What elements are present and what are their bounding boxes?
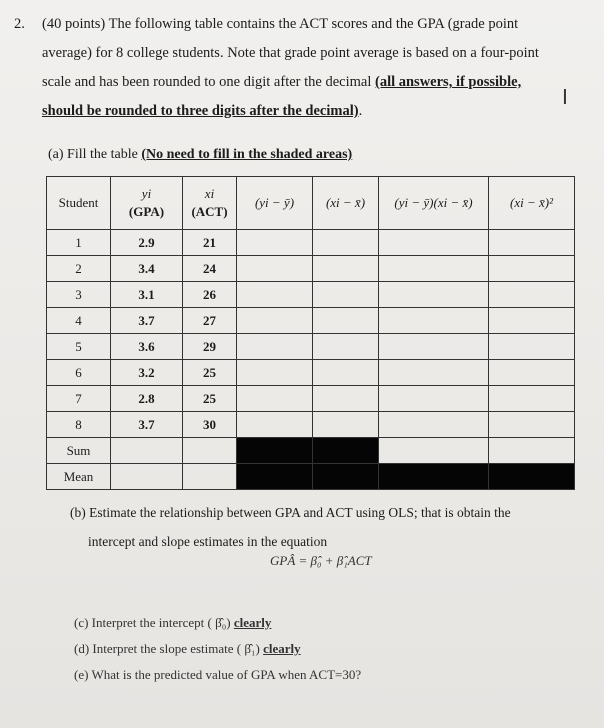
part-b-line-1: (b) Estimate the relationship between GPA and ACT using OLS; that is obtain the xyxy=(70,505,511,520)
header-gpa-name: (GPA) xyxy=(128,204,165,219)
header-y-deviation: (yi − ȳ) xyxy=(237,177,313,230)
act-cell: 29 xyxy=(183,334,237,360)
data-table xyxy=(46,176,575,490)
header-act-name: (ACT) xyxy=(191,204,228,219)
answer-cell[interactable] xyxy=(313,256,379,282)
question-line-3-pre: scale and has been rounded to one digit after the decimal xyxy=(42,74,375,90)
shaded-cell xyxy=(237,438,313,464)
answer-cell[interactable] xyxy=(313,334,379,360)
answer-cell[interactable] xyxy=(489,438,575,464)
answer-cell[interactable] xyxy=(489,334,575,360)
answer-cell[interactable] xyxy=(379,386,489,412)
answer-cell[interactable] xyxy=(237,256,313,282)
act-cell: 25 xyxy=(183,386,237,412)
header-act-symbol: xi xyxy=(204,186,215,201)
header-x-deviation: (xi − x̄) xyxy=(313,177,379,230)
gpa-cell: 3.2 xyxy=(111,360,183,386)
gpa-cell: 2.9 xyxy=(111,230,183,256)
answer-cell[interactable] xyxy=(237,412,313,438)
answer-cell[interactable] xyxy=(313,360,379,386)
question-line-1-text: The following table contains the ACT scores and the GPA (grade point xyxy=(108,16,519,32)
question-points: (40 points) xyxy=(42,16,106,32)
answer-cell[interactable] xyxy=(313,308,379,334)
question-line-4 xyxy=(42,97,572,126)
student-cell: 1 xyxy=(47,230,111,256)
part-b-line-2: intercept and slope estimates in the equation xyxy=(88,534,328,549)
gpa-cell: 3.7 xyxy=(111,308,183,334)
answer-cell[interactable] xyxy=(237,334,313,360)
act-cell: 24 xyxy=(183,256,237,282)
shaded-cell xyxy=(379,464,489,490)
shaded-cell xyxy=(489,464,575,490)
answer-cell[interactable] xyxy=(313,386,379,412)
answer-cell[interactable] xyxy=(489,360,575,386)
part-d-bold: clearly xyxy=(263,641,301,656)
table-row xyxy=(47,386,575,412)
header-gpa xyxy=(111,177,183,230)
part-d xyxy=(74,636,361,662)
header-cross-product: (yi − ȳ)(xi − x̄) xyxy=(379,177,489,230)
answer-cell[interactable] xyxy=(489,308,575,334)
part-a-text: (a) Fill the table xyxy=(48,147,142,162)
answer-cell[interactable] xyxy=(379,412,489,438)
part-d-text: (d) Interpret the slope estimate ( β̂₁) xyxy=(74,641,264,656)
table-row xyxy=(47,360,575,386)
question-line-4-bold: should be rounded to three digits after the decimal) xyxy=(42,103,359,119)
parts-c-d-e xyxy=(74,610,361,688)
answer-cell[interactable] xyxy=(379,230,489,256)
question-line-3 xyxy=(42,68,572,97)
table-row xyxy=(47,282,575,308)
answer-cell[interactable] xyxy=(379,360,489,386)
answer-cell[interactable] xyxy=(489,256,575,282)
question-line-1 xyxy=(42,10,572,39)
answer-cell[interactable] xyxy=(313,412,379,438)
question-line-3-bold: (all answers, if possible, xyxy=(374,74,522,90)
student-cell: 4 xyxy=(47,308,111,334)
student-cell: 2 xyxy=(47,256,111,282)
ols-equation: GPÂ = β̂₀ + β̂₁ACT xyxy=(270,553,372,568)
table-header-row xyxy=(47,177,575,230)
mean-label: Mean xyxy=(47,464,111,490)
student-cell: 7 xyxy=(47,386,111,412)
answer-cell[interactable] xyxy=(489,230,575,256)
table-row xyxy=(47,334,575,360)
shaded-cell xyxy=(313,438,379,464)
student-cell: 5 xyxy=(47,334,111,360)
gpa-cell: 3.4 xyxy=(111,256,183,282)
answer-cell[interactable] xyxy=(379,256,489,282)
answer-cell[interactable] xyxy=(237,360,313,386)
part-c xyxy=(74,610,361,636)
act-cell: 25 xyxy=(183,360,237,386)
answer-cell[interactable] xyxy=(379,438,489,464)
gpa-cell: 2.8 xyxy=(111,386,183,412)
mean-row xyxy=(47,464,575,490)
shaded-cell xyxy=(237,464,313,490)
question-number: 2. xyxy=(14,16,25,32)
part-e: (e) What is the predicted value of GPA when ACT=30? xyxy=(74,667,362,682)
part-a-note: (No need to fill in the shaded areas) xyxy=(141,147,353,162)
answer-cell[interactable] xyxy=(313,282,379,308)
act-cell: 30 xyxy=(183,412,237,438)
student-cell: 8 xyxy=(47,412,111,438)
student-cell: 3 xyxy=(47,282,111,308)
answer-cell[interactable] xyxy=(237,386,313,412)
header-act xyxy=(183,177,237,230)
answer-cell[interactable] xyxy=(237,308,313,334)
gpa-cell: 3.6 xyxy=(111,334,183,360)
student-cell: 6 xyxy=(47,360,111,386)
part-a-label xyxy=(48,147,352,163)
answer-cell[interactable] xyxy=(111,464,183,490)
answer-cell[interactable] xyxy=(237,282,313,308)
answer-cell[interactable] xyxy=(183,464,237,490)
sum-row xyxy=(47,438,575,464)
text-cursor-icon: I xyxy=(562,85,568,109)
answer-cell[interactable] xyxy=(183,438,237,464)
sum-label: Sum xyxy=(47,438,111,464)
table-row xyxy=(47,256,575,282)
header-gpa-symbol: yi xyxy=(141,186,152,201)
answer-cell[interactable] xyxy=(489,386,575,412)
answer-cell[interactable] xyxy=(489,412,575,438)
header-x-deviation-squared: (xi − x̄)² xyxy=(489,177,575,230)
part-c-bold: clearly xyxy=(233,615,272,630)
answer-cell[interactable] xyxy=(379,334,489,360)
answer-cell[interactable] xyxy=(379,308,489,334)
table-row xyxy=(47,230,575,256)
table-row xyxy=(47,308,575,334)
act-cell: 21 xyxy=(183,230,237,256)
header-student: Student xyxy=(47,177,111,230)
answer-cell[interactable] xyxy=(379,282,489,308)
table-row xyxy=(47,412,575,438)
gpa-cell: 3.7 xyxy=(111,412,183,438)
part-c-text: (c) Interpret the intercept ( β̂₀) xyxy=(74,615,234,630)
answer-cell[interactable] xyxy=(237,230,313,256)
answer-cell[interactable] xyxy=(489,282,575,308)
shaded-cell xyxy=(313,464,379,490)
answer-cell[interactable] xyxy=(313,230,379,256)
part-b xyxy=(70,498,570,556)
answer-cell[interactable] xyxy=(111,438,183,464)
gpa-cell: 3.1 xyxy=(111,282,183,308)
question-line-2: average) for 8 college students. Note that grade point average is based on a four-point xyxy=(42,45,539,61)
act-cell: 26 xyxy=(183,282,237,308)
act-cell: 27 xyxy=(183,308,237,334)
question-line-4-post: . xyxy=(358,103,363,119)
